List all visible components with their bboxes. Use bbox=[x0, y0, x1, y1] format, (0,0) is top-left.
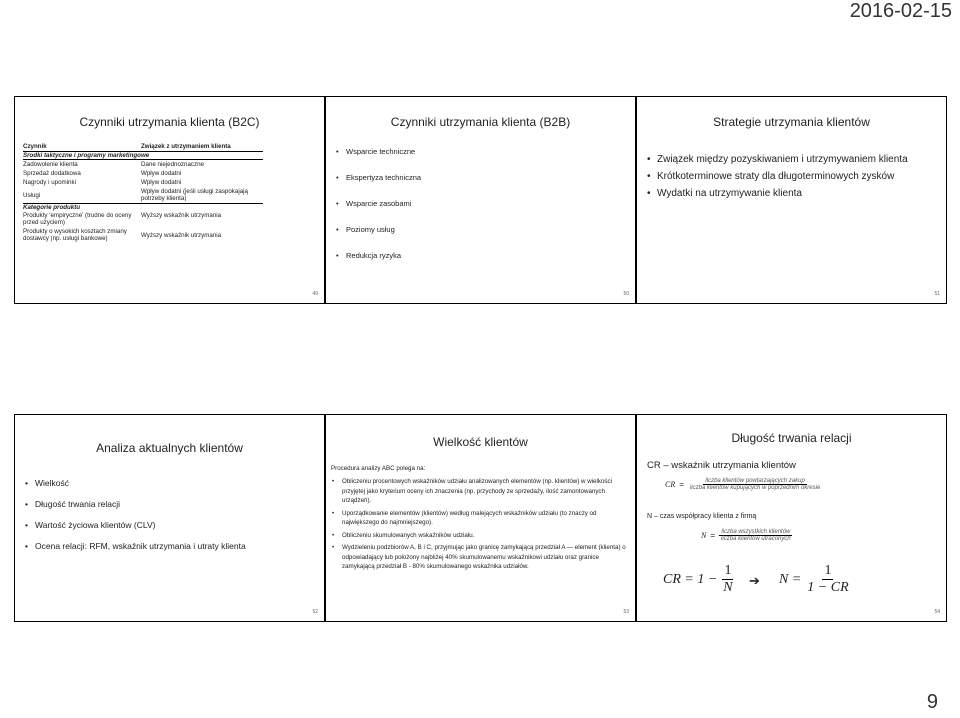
slide-49 bbox=[14, 96, 325, 304]
cell: Sprzedaż dodatkowa bbox=[23, 170, 81, 177]
n-fraction bbox=[719, 529, 793, 542]
list-item: • Krótkoterminowe straty dla długoterminowych zysków bbox=[647, 170, 940, 183]
list-item: • Wydatki na utrzymywanie klienta bbox=[647, 187, 940, 200]
list-item: • Związek między pozyskiwaniem i utrzymywaniem klienta bbox=[647, 153, 940, 166]
table-header bbox=[23, 143, 263, 152]
slide-52 bbox=[14, 414, 325, 622]
slide-54 bbox=[636, 414, 947, 622]
equation-n bbox=[779, 563, 851, 596]
cell: Produkty ‘empiryczne’ (trudne do oceny przed użyciem) bbox=[23, 212, 132, 226]
table-row bbox=[23, 211, 263, 227]
cell: Produkty o wysokich kosztach zmiany dostawcy (np. usługi bankowe) bbox=[23, 228, 127, 242]
list-item: • Ocena relacji: RFM, wskaźnik utrzymania i utraty klienta bbox=[25, 541, 318, 551]
table-row bbox=[23, 227, 263, 243]
slide-number: 52 bbox=[312, 609, 318, 615]
cr-fraction bbox=[688, 478, 822, 491]
cr-label: CR bbox=[665, 480, 676, 489]
list-item: • Wsparcie zasobami bbox=[336, 199, 629, 208]
list-item: • Redukcja ryzyka bbox=[336, 251, 629, 260]
eq-denominator: N bbox=[723, 580, 733, 595]
slide-53 bbox=[325, 414, 636, 622]
slide-number: 54 bbox=[934, 609, 940, 615]
cell: Nagrody i upominki bbox=[23, 179, 76, 186]
slide-number: 49 bbox=[312, 291, 318, 297]
list-item: • Wartość życiowa klientów (CLV) bbox=[25, 520, 318, 530]
cell: Wyższy wskaźnik utrzymania bbox=[141, 212, 222, 219]
cell: Wpływ dodatni bbox=[141, 170, 182, 177]
slide-title: Strategie utrzymania klientów bbox=[713, 115, 870, 129]
intro-text: Procedura analizy ABC polega na: bbox=[331, 465, 426, 472]
table-row bbox=[23, 187, 263, 204]
list-item: • Wsparcie techniczne bbox=[336, 147, 629, 156]
bullet-list bbox=[336, 147, 629, 260]
table-section: Środki taktyczne i programy marketingowe bbox=[23, 152, 263, 160]
cell: Wpływ dodatni bbox=[141, 179, 182, 186]
slide-number: 53 bbox=[623, 609, 629, 615]
n-label: N bbox=[701, 531, 707, 540]
slide-51 bbox=[636, 96, 947, 304]
bullet-list bbox=[647, 153, 940, 200]
cr-denominator: liczba klientów kupujących w poprzednim okresie bbox=[689, 485, 821, 491]
eq-lhs: CR = 1 − bbox=[663, 571, 718, 587]
list-item: • Wydzieleniu podzbiorów A, B i C, przyjmując jako granicę zamykającą przedział A — element (klienta) o odpowiadający lub położony najbliżej 40% skumulowanemu wskaźnikowi udziału oraz granice zamykającą przedział B - 80% skumulowanego wskaźnika udziałów. bbox=[332, 543, 629, 572]
n-numerator: liczba wszystkich klientów bbox=[721, 529, 791, 535]
n-denominator: liczba klientów utraconych bbox=[721, 536, 791, 542]
eq-lhs: N = bbox=[779, 571, 802, 587]
factors-table bbox=[23, 143, 263, 243]
list-item: • Długość trwania relacji bbox=[25, 499, 318, 509]
eq-fraction bbox=[721, 563, 734, 596]
slide-title: Długość trwania relacji bbox=[731, 431, 852, 445]
table-row bbox=[23, 160, 263, 169]
n-formula: N = $\frac{\text{liczba wszystkich klientów}}{\text{liczba klientów utraconych}}$ bbox=[701, 529, 791, 542]
slide-50 bbox=[325, 96, 636, 304]
page-number: 9 bbox=[926, 691, 938, 713]
col-header: Czynnik bbox=[23, 143, 47, 150]
header-date: 2016-02-15 bbox=[849, 0, 952, 22]
slide-number: 51 bbox=[934, 291, 940, 297]
list-item: • Obliczeniu skumulowanych wskaźników udziału. bbox=[332, 531, 629, 541]
arrow-icon: ➔ bbox=[749, 573, 760, 588]
cell: Wyższy wskaźnik utrzymania bbox=[141, 231, 222, 239]
list-item: • Obliczeniu procentowych wskaźników udziału analizowanych elementów (np. klientów) w wielkości przyjętej jako kryterium oceny ich znaczenia (np. przychody ze sprzedaży, ilość zamontowanych urządzeń). bbox=[332, 477, 629, 506]
col-header: Związek z utrzymaniem klienta bbox=[141, 143, 231, 150]
eq-numerator: 1 bbox=[824, 563, 832, 578]
cell: Usługi bbox=[23, 191, 41, 199]
list-item: • Wielkość bbox=[25, 478, 318, 488]
eq-numerator: 1 bbox=[724, 563, 732, 578]
table-row bbox=[23, 178, 263, 187]
list-item: • Uporządkowanie elementów (klientów) według malejących wskaźników udziału (to znaczy od największego do najmniejszego). bbox=[332, 509, 629, 528]
table-section: Kategorie produktu bbox=[23, 204, 81, 211]
bullet-list bbox=[332, 477, 629, 572]
equation-cr bbox=[663, 563, 735, 596]
slide-number: 50 bbox=[623, 291, 629, 297]
cell: Dane niejednoznaczne bbox=[141, 161, 204, 168]
cr-definition: CR – wskaźnik utrzymania klientów bbox=[647, 460, 796, 471]
bullet-list bbox=[25, 478, 318, 551]
slide-title: Analiza aktualnych klientów bbox=[96, 441, 243, 455]
n-definition: N – czas współpracy klienta z firmą bbox=[647, 513, 757, 520]
cr-formula: CR = $\frac{\text{liczba klientów powtarzających zakup}}{\text{liczba klientów kupujących w poprzednim okresie}}$ bbox=[665, 478, 821, 491]
cell: Wpływ dodatni (jeśli usługi zaspokajają potrzeby klienta) bbox=[141, 188, 248, 202]
table-row bbox=[23, 169, 263, 178]
list-item: • Ekspertyza techniczna bbox=[336, 173, 629, 182]
cr-numerator: liczba klientów powtarzających zakup bbox=[705, 478, 805, 484]
list-item: • Poziomy usług bbox=[336, 225, 629, 234]
slide-title: Wielkość klientów bbox=[433, 435, 528, 449]
slide-title: Czynniki utrzymania klienta (B2C) bbox=[79, 115, 260, 129]
cell: Zadowolenie klienta bbox=[23, 161, 78, 168]
slide-title: Czynniki utrzymania klienta (B2B) bbox=[390, 115, 571, 129]
eq-denominator: 1 − CR bbox=[807, 580, 849, 595]
eq-fraction bbox=[805, 563, 850, 596]
